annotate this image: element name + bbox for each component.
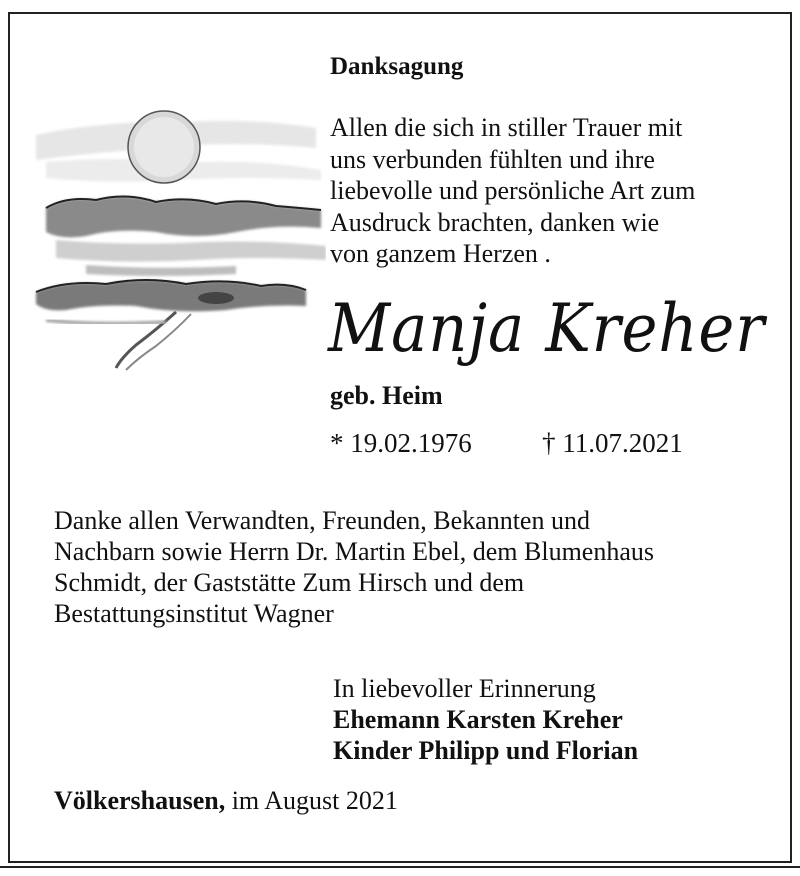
mourner-name: Ehemann Karsten Kreher — [333, 705, 623, 734]
deceased-name: Manja Kreher — [328, 290, 766, 367]
birth-date: * 19.02.1976 — [330, 428, 472, 458]
memory-block — [333, 673, 638, 766]
thanks-line: Schmidt, der Gaststätte Zum Hirsch und dem — [54, 568, 525, 597]
death-date: † 11.07.2021 — [542, 428, 683, 458]
maiden-name: geb. Heim — [330, 381, 443, 410]
thanks-line: Nachbarn sowie Herrn Dr. Martin Ebel, dem Blumenhaus — [54, 537, 655, 566]
thanks-line: Danke allen Verwandten, Freunden, Bekannten und — [54, 506, 590, 535]
intro-line: uns verbunden fühlten und ihre — [330, 144, 655, 174]
intro-line: von ganzem Herzen . — [330, 239, 551, 268]
place-date-line — [54, 788, 398, 814]
intro-text — [330, 112, 695, 270]
memory-intro: In liebevoller Erinnerung — [333, 674, 596, 703]
notice-heading: Danksagung — [330, 53, 464, 80]
notice-date: im August 2021 — [231, 786, 398, 815]
bottom-rule — [0, 866, 800, 868]
place-name: Völkershausen, — [54, 786, 226, 815]
thanks-line: Bestattungsinstitut Wagner — [54, 599, 334, 628]
intro-line: liebevolle und persönliche Art zum — [330, 176, 696, 205]
mourner-name: Kinder Philipp und Florian — [333, 736, 639, 765]
sunset-landscape-drawing-icon — [26, 100, 326, 375]
thanks-text — [54, 505, 654, 629]
intro-line: Allen die sich in stiller Trauer mit — [330, 113, 683, 142]
intro-line: Ausdruck brachten, danken wie — [330, 207, 660, 237]
